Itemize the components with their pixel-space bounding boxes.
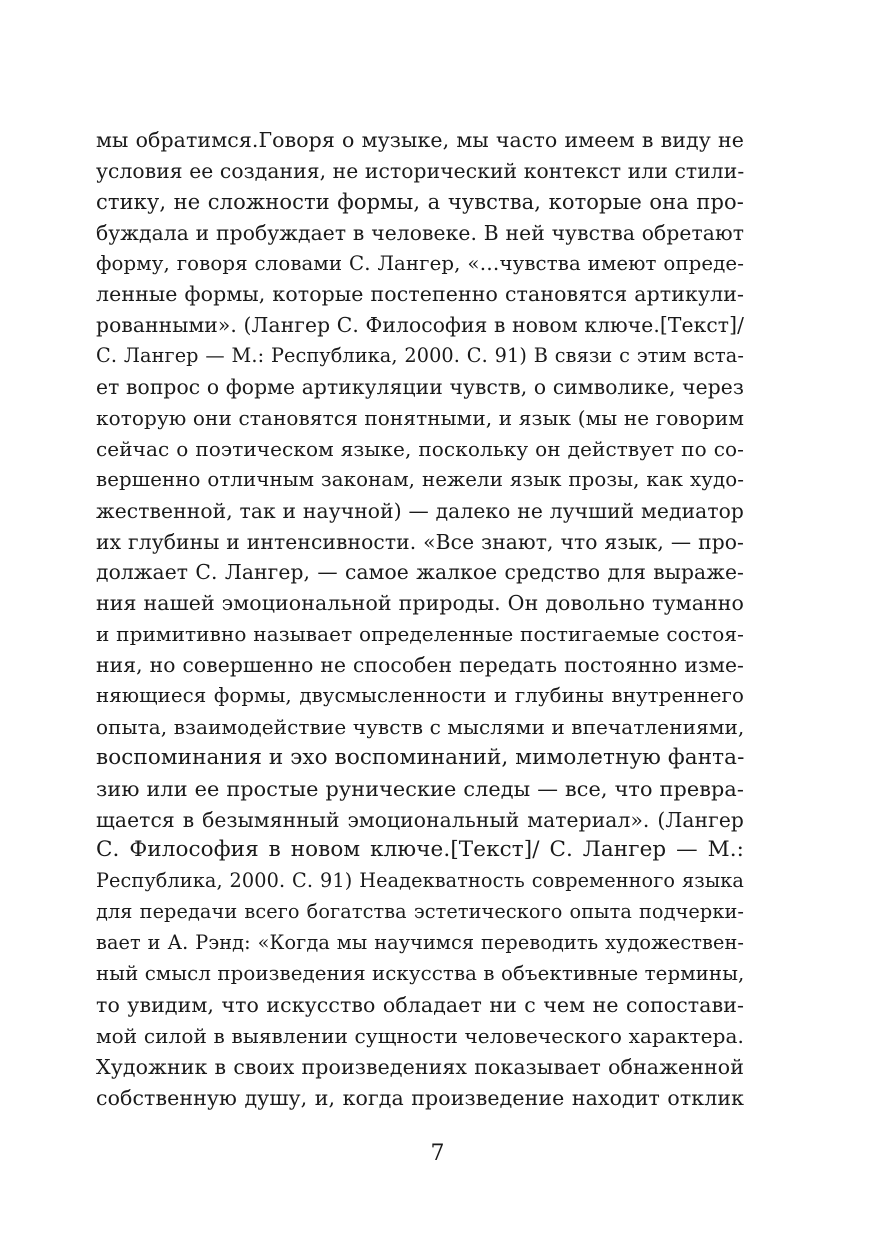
- text-line: должает С. Лангер, — самое жалкое средство для выраже-: [96, 560, 744, 585]
- text-line: Республика, 2000. С. 91) Неадекватность современного языка: [96, 869, 744, 893]
- page-number: 7: [430, 1141, 445, 1166]
- text-line: которую они становятся понятными, и язык (мы не говорим: [96, 406, 744, 431]
- text-line: С. Философия в новом ключе.[Текст]/ С. Лангер — М.:: [96, 837, 744, 863]
- text-line: ленные формы, которые постепенно становятся артикули-: [96, 282, 744, 307]
- text-line: для передачи всего богатства эстетического опыта подчерки-: [96, 900, 744, 924]
- text-line: стику, не сложности формы, а чувства, которые она про-: [96, 189, 744, 214]
- text-line: мой силой в выявлении сущности человеческого характера.: [96, 1023, 744, 1048]
- text-line: С. Лангер — М.: Республика, 2000. С. 91) В связи с этим вста-: [96, 344, 744, 368]
- text-line: воспоминания и эхо воспоминаний, мимолетную фанта-: [96, 744, 745, 770]
- text-line: рованными». (Лангер С. Философия в новом ключе.[Текст]/: [96, 313, 744, 338]
- text-line: вает и А. Рэнд: «Когда мы научимся переводить художествен-: [96, 931, 744, 955]
- text-line: форму, говоря словами С. Лангер, «…чувства имеют опреде-: [96, 251, 744, 275]
- text-line: жественной, так и научной) — далеко не лучший медиатор: [96, 498, 744, 523]
- text-line: ния нашей эмоциональной природы. Он довольно туманно: [96, 591, 744, 616]
- text-line: зию или ее простые рунические следы — все, что превра-: [96, 776, 744, 801]
- text-line: условия ее создания, не исторический контекст или стили-: [96, 158, 745, 183]
- text-line: щается в безымянный эмоциональный материал». (Лангер: [96, 807, 744, 832]
- text-line: няющиеся формы, двусмысленности и глубины внутреннего: [96, 684, 744, 708]
- text-line: то увидим, что искусство обладает ни с чем не сопостави-: [96, 992, 744, 1017]
- text-line: вершенно отличным законам, нежели язык прозы, как худо-: [96, 467, 744, 491]
- text-line: ный смысл произведения искусства в объективные термины,: [96, 962, 745, 986]
- text-line: их глубины и интенсивности. «Все знают, что язык, — про-: [96, 529, 744, 554]
- text-line: буждала и пробуждает в человеке. В ней чувства обретают: [96, 220, 744, 245]
- body-text: [96, 125, 744, 1114]
- text-line: и примитивно называет определенные постигаемые состоя-: [96, 622, 744, 647]
- text-line: опыта, взаимодействие чувств с мыслями и впечатлениями,: [96, 714, 745, 739]
- text-line: Художник в своих произведениях показывает обнаженной: [96, 1054, 744, 1079]
- text-line: ния, но совершенно не способен передать постоянно изме-: [96, 653, 744, 678]
- text-line: мы обратимся.Говоря о музыке, мы часто имеем в виду не: [96, 128, 744, 152]
- text-line: собственную душу, и, когда произведение находит отклик: [96, 1085, 744, 1110]
- text-line: ет вопрос о форме артикуляции чувств, о символике, через: [96, 375, 744, 400]
- text-line: сейчас о поэтическом языке, поскольку он действует по со-: [96, 436, 744, 461]
